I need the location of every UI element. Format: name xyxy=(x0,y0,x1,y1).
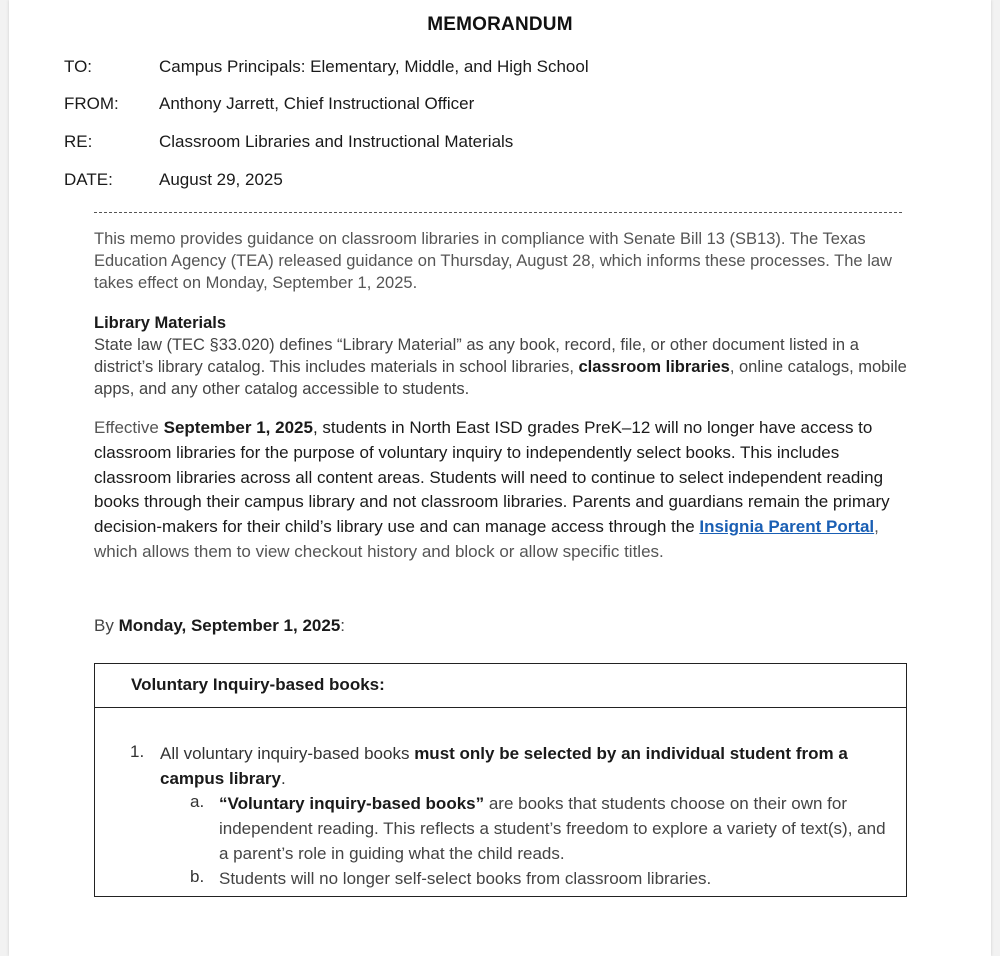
deadline-date: Monday, September 1, 2025 xyxy=(118,616,341,635)
memo-title: MEMORANDUM xyxy=(427,14,573,35)
dashed-divider xyxy=(94,212,902,213)
deadline-colon: : xyxy=(340,616,346,635)
sub-a-definition: are books that students choose on their own for independent reading. This reflects a student’s freedom to explore a variety of text(s), and a parent’s role in guiding what the child reads. xyxy=(219,794,886,863)
sub-a-term: “Voluntary inquiry-based books” xyxy=(219,794,485,813)
date-label: DATE: xyxy=(64,170,113,189)
memo-page xyxy=(9,0,991,956)
to-value: Campus Principals: Elementary, Middle, and High School xyxy=(159,57,589,76)
deadline-line xyxy=(94,616,345,636)
item-1-number: 1. xyxy=(130,742,145,761)
sub-b-letter: b. xyxy=(190,867,205,886)
box-heading: Voluntary Inquiry-based books: xyxy=(131,675,385,694)
from-value: Anthony Jarrett, Chief Instructional Officer xyxy=(159,94,475,113)
voluntary-inquiry-box xyxy=(94,663,907,897)
sub-a-letter: a. xyxy=(190,792,205,811)
library-materials-text: State law (TEC §33.020) defines “Library Material” as any book, record, file, or other document listed in a district’s library catalog. This includes materials in school libraries, xyxy=(94,336,859,376)
item-1-text-start: All voluntary inquiry-based books xyxy=(160,744,415,763)
library-materials-heading: Library Materials xyxy=(94,314,227,332)
effective-lead: Effective xyxy=(94,418,164,437)
effective-date: September 1, 2025 xyxy=(163,418,313,437)
re-value: Classroom Libraries and Instructional Materials xyxy=(159,132,514,151)
insignia-parent-portal-link[interactable]: Insignia Parent Portal xyxy=(699,517,875,537)
sub-a-text xyxy=(219,791,899,866)
library-materials-section xyxy=(94,312,909,400)
intro-paragraph: This memo provides guidance on classroom libraries in compliance with Senate Bill 13 (SB13). The Texas Education Agency (TEA) released guidance on Thursday, August 28, which informs these processes. The law takes effect on Monday, September 1, 2025. xyxy=(94,230,892,292)
re-label: RE: xyxy=(64,132,93,151)
item-1-text xyxy=(160,741,895,791)
sub-b-text: Students will no longer self-select books from classroom libraries. xyxy=(219,869,712,888)
to-label: TO: xyxy=(64,57,93,76)
item-1-emphasis: must only be selected by an individual student from a campus library xyxy=(160,744,848,788)
effective-text: , students in North East ISD grades PreK–12 will no longer have access to classroom libraries for the purpose of voluntary inquiry to independently select books. This includes classroom libraries across all content areas. Students will need to continue to select independent reading books through their campus library and not classroom libraries. Parents and guardians remain the primary decision-makers for their child’s library use and can manage access through the xyxy=(94,418,890,537)
effective-paragraph xyxy=(94,416,909,565)
library-materials-paragraph xyxy=(94,334,909,400)
item-1-period: . xyxy=(280,769,286,788)
library-materials-text-end: , online catalogs, mobile apps, and any other catalog accessible to students. xyxy=(94,358,907,398)
effective-text-end: , which allows them to view checkout history and block or allow specific titles. xyxy=(94,517,879,561)
deadline-lead: By xyxy=(94,616,119,635)
classroom-libraries-emphasis: classroom libraries xyxy=(578,358,730,376)
date-value: August 29, 2025 xyxy=(159,170,283,189)
box-header xyxy=(95,664,906,708)
from-label: FROM: xyxy=(64,94,119,113)
